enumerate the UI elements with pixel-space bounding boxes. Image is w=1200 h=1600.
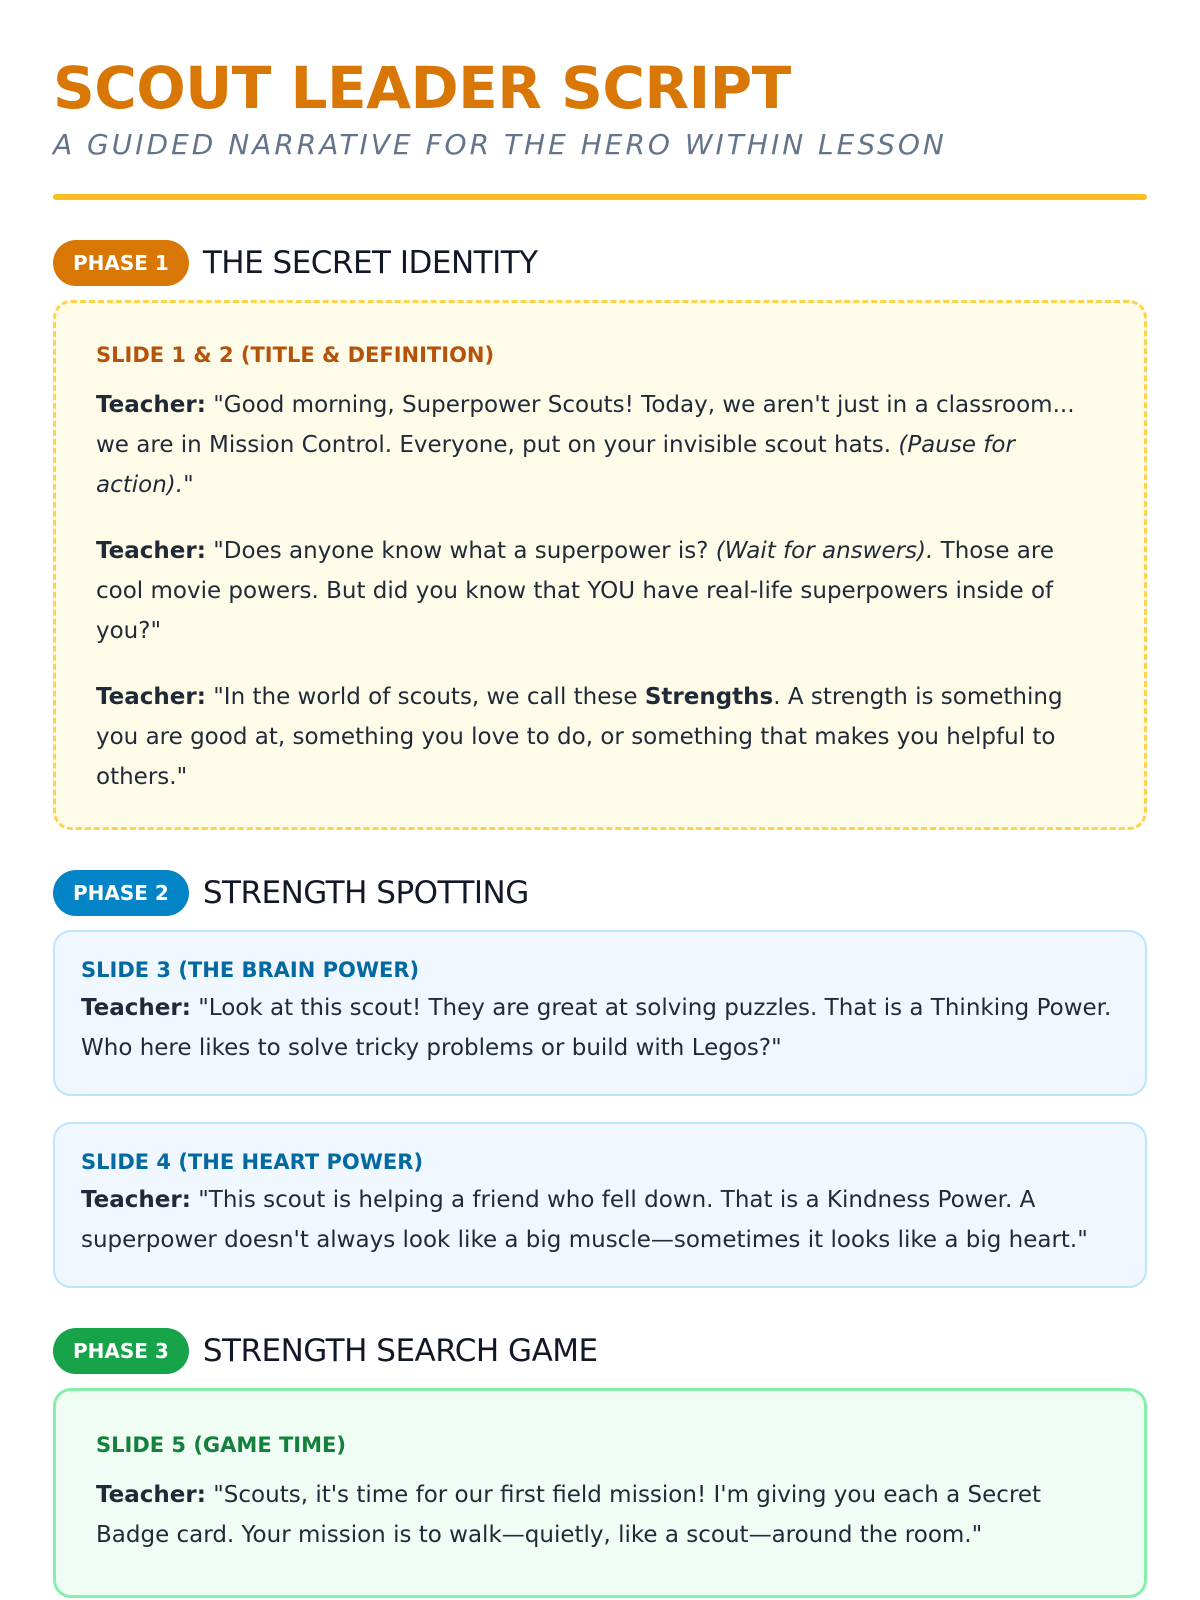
script-text: "Look at this scout! They are great at solving puzzles. That is a Thinking Power. Who here likes to solve tricky problems or build with Legos?" <box>81 995 1112 1061</box>
slide-label: SLIDE 5 (GAME TIME) <box>96 1433 346 1457</box>
script-paragraph <box>81 1180 1119 1260</box>
script-paragraph <box>96 531 1104 651</box>
script-text: " <box>183 472 194 498</box>
speaker-label: Teacher: <box>96 538 206 564</box>
phase-2-title: STRENGTH SPOTTING <box>202 875 529 911</box>
slide-1-2-card <box>53 300 1147 830</box>
document-title: SCOUT LEADER SCRIPT <box>53 54 791 122</box>
speaker-label: Teacher: <box>81 1187 191 1213</box>
phase-1-header <box>53 240 1147 286</box>
key-term: Strengths <box>644 684 774 710</box>
script-text: "This scout is helping a friend who fell down. That is a Kindness Power. A superpower doesn't always look like a big muscle—sometimes it looks like a big heart." <box>81 1187 1088 1253</box>
title-divider <box>53 194 1147 200</box>
script-paragraph <box>96 677 1104 797</box>
slide-3-card <box>53 930 1147 1096</box>
stage-direction: (Wait for answers). <box>715 538 934 564</box>
phase-2-header <box>53 870 1147 916</box>
slide-4-card <box>53 1122 1147 1288</box>
slide-5-card <box>53 1388 1147 1598</box>
speaker-label: Teacher: <box>96 392 206 418</box>
script-text: "In the world of scouts, we call these <box>205 684 645 710</box>
phase-3-header <box>53 1328 1147 1374</box>
speaker-label: Teacher: <box>96 1482 206 1508</box>
stage-direction: (Pause for action). <box>96 432 1015 498</box>
script-text: Those are cool movie powers. But did you know that YOU have real-life superpowers inside of you?" <box>96 538 1054 644</box>
script-paragraph <box>96 385 1104 505</box>
phase-1-badge: PHASE 1 <box>53 240 189 286</box>
phase-3-badge: PHASE 3 <box>53 1328 189 1374</box>
slide-label: SLIDE 4 (THE HEART POWER) <box>81 1150 424 1174</box>
slide-label: SLIDE 1 & 2 (TITLE & DEFINITION) <box>96 343 495 367</box>
script-text: "Does anyone know what a superpower is? <box>205 538 716 564</box>
script-paragraph <box>81 988 1119 1068</box>
phase-3-title: STRENGTH SEARCH GAME <box>202 1333 598 1369</box>
document-subtitle: A GUIDED NARRATIVE FOR THE HERO WITHIN LESSON <box>53 128 947 161</box>
slide-label: SLIDE 3 (THE BRAIN POWER) <box>81 958 420 982</box>
phase-2-badge: PHASE 2 <box>53 870 189 916</box>
speaker-label: Teacher: <box>81 995 191 1021</box>
speaker-label: Teacher: <box>96 684 206 710</box>
phase-1-title: THE SECRET IDENTITY <box>202 245 538 281</box>
script-paragraph <box>96 1475 1104 1555</box>
script-text: "Scouts, it's time for our first field mission! I'm giving you each a Secret Badge card. Your mission is to walk—quietly, like a scout—around the room." <box>96 1482 1042 1548</box>
script-text: "Good morning, Superpower Scouts! Today, we aren't just in a classroom... we are in Mission Control. Everyone, put on your invisible scout hats. <box>96 392 1075 458</box>
script-text: . A strength is something you are good at, something you love to do, or something that makes you helpful to others." <box>96 684 1063 790</box>
